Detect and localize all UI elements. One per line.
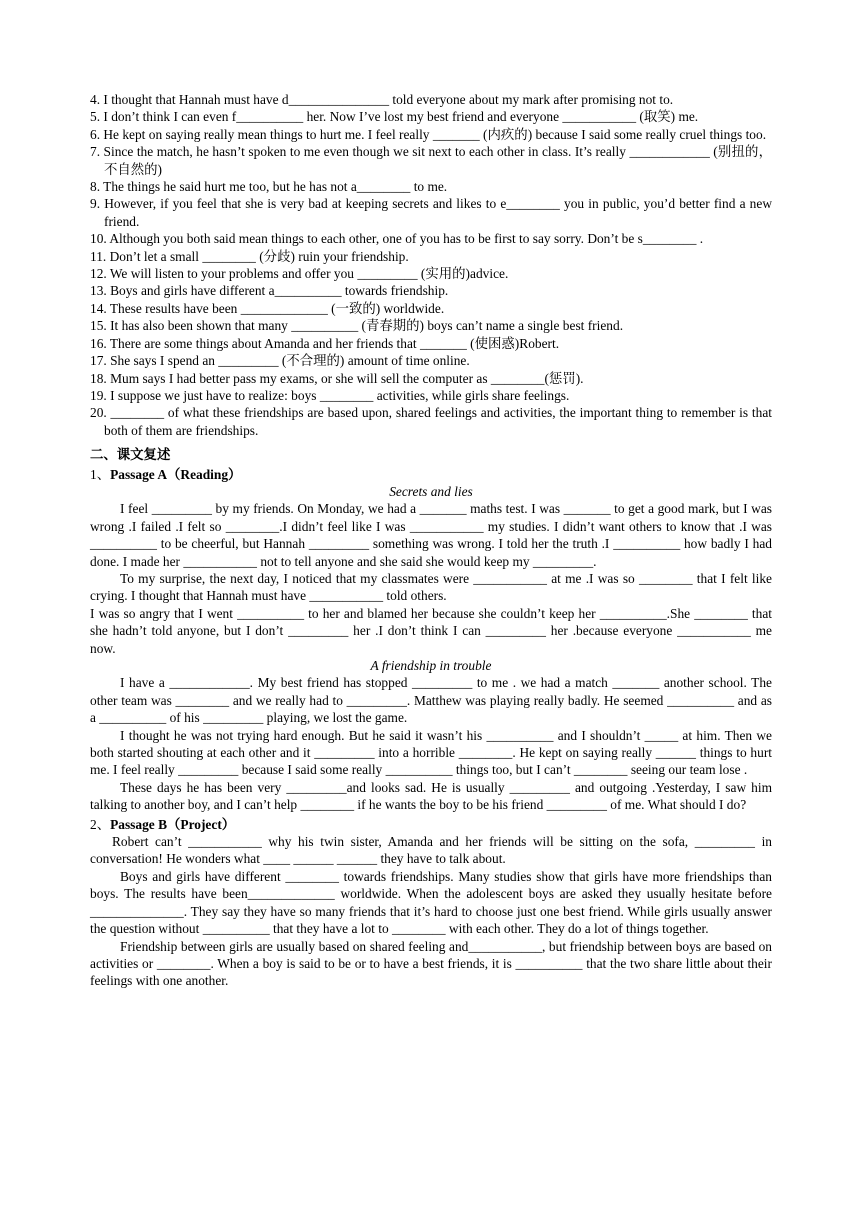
list-item: 18. Mum says I had better pass my exams, or she will sell the computer as ________(惩罚). [90,370,584,386]
list-item: 4. I thought that Hannah must have d_______________ told everyone about my mark after promising not to. [90,92,674,107]
paragraph: I thought he was not trying hard enough. But he said it wasn’t his __________ and I shouldn’t _____ at him. Then we both started shouting at each other and it _________ into a horrible ________. He kept on saying really ______ things to hurt me. I feel really _________ because I said some really __________ things too, but I can’t ________ seeing our team lose . [90,727,772,778]
list-item: 15. It has also been shown that many __________ (青春期的) boys can’t name a single best friend. [90,318,624,334]
passage-b-heading [90,816,772,833]
story-title: A friendship in trouble [370,658,492,673]
story-title: Secrets and lies [389,483,473,499]
list-item: 12. We will listen to your problems and offer you _________ (实用的)advice. [90,266,509,282]
fill-in-list [90,91,772,439]
paragraph: Friendship between girls are usually based on shared feeling and___________, but friendship between boys are based on activities or ________. When a boy is said to be or to have a best friends, it is __________ that the two share little about their feelings with one another. [90,938,772,989]
list-item: 20. ________ of what these friendships are based upon, shared feelings and activities, the important thing to remember is that both of them are friendships. [90,405,772,438]
paragraph: To my surprise, the next day, I noticed that my classmates were ___________ at me .I was so ________ that I felt like crying. I thought that Hannah must have ___________ told others. [90,570,772,604]
list-item: 5. I don’t think I can even f__________ her. Now I’ve lost my best friend and everyone ___________ (取笑) me. [90,109,699,125]
passage-a-number: 1、 [90,466,111,482]
list-item: 7. Since the match, he hasn’t spoken to me even though we sit next to each other in class. It’s really ____________ (别扭的，不自然的) [90,144,772,177]
paragraph: I feel _________ by my friends. On Monday, we had a _______ maths test. I was _______ to get a good mark, but I was wrong .I failed .I felt so ________.I didn’t feel like I was ___________ my studies. I didn’t want others to know that .I was __________ to be cheerful, but Hannah _________ something was wrong. I told her the truth .I __________ how badly I had done. I made her ___________ not to tell anyone and she said she would keep my _________. [90,501,772,569]
content-column [90,91,772,990]
list-item: 11. Don’t let a small ________ (分歧) ruin your friendship. [90,248,409,264]
passage-a-label: Passage A（Reading） [110,466,242,482]
list-item: 8. The things he said hurt me too, but he has not a________ to me. [90,179,448,195]
list-item: 6. He kept on saying really mean things to hurt me. I feel really _______ (内疚的) because I said some really cruel things too. [90,126,767,142]
list-item: 17. She says I spend an _________ (不合理的) amount of time online. [90,353,470,369]
section-heading: 二、课文复述 [90,447,171,463]
paragraph: Robert can’t ___________ why his twin sister, Amanda and her friends will be sitting on the sofa, _________ in conversation! He wonders what ____ ______ ______ they have to talk about. [90,834,772,867]
paragraph: These days he has been very _________and looks sad. He is usually _________ and outgoing .Yesterday, I saw him talking to another boy, and I can’t help ________ if he wants the boy to be his friend _________ of me. What should I do? [90,779,772,813]
list-item: 16. There are some things about Amanda and her friends that _______ (使困惑)Robert. [90,335,560,351]
list-item: 9. However, if you feel that she is very bad at keeping secrets and likes to e________ you in public, you’d better find a new friend. [90,196,772,229]
paragraph: Boys and girls have different ________ towards friendships. Many studies show that girls have more friendships than boys. The results have been_____________ worldwide. When the adolescent boys are asked they usually hesitate before ______________. They say they have so many friends that it’s hard to choose just one best friend. While girls usually answer the question without __________ that they have a lot to ________ with each other. They do a lot of things together. [90,868,772,937]
list-item: 19. I suppose we just have to realize: boys ________ activities, while girls share feelings. [90,387,570,403]
paragraph: I was so angry that I went __________ to her and blamed her because she couldn’t keep her __________.She ________ that she hadn’t told anyone, but I don’t _________ her .I don’t think I can _________ her .because everyone ___________ me now. [90,605,772,656]
list-item: 14. These results have been _____________ (一致的) worldwide. [90,300,445,316]
passage-b-number: 2、 [90,816,111,832]
passage-a-heading [90,466,772,483]
paragraph: I have a ____________. My best friend has stopped _________ to me . we had a match _______ another school. The other team was ________ and we really had to _________. Matthew was playing really badly. He seemed __________ and as a __________ of his _________ playing, we lost the game. [90,675,772,726]
list-item: 10. Although you both said mean things to each other, one of you has to be first to say sorry. Don’t be s________ . [90,231,704,247]
list-item: 13. Boys and girls have different a__________ towards friendship. [90,283,449,299]
passage-b-label: Passage B（Project） [110,816,236,832]
